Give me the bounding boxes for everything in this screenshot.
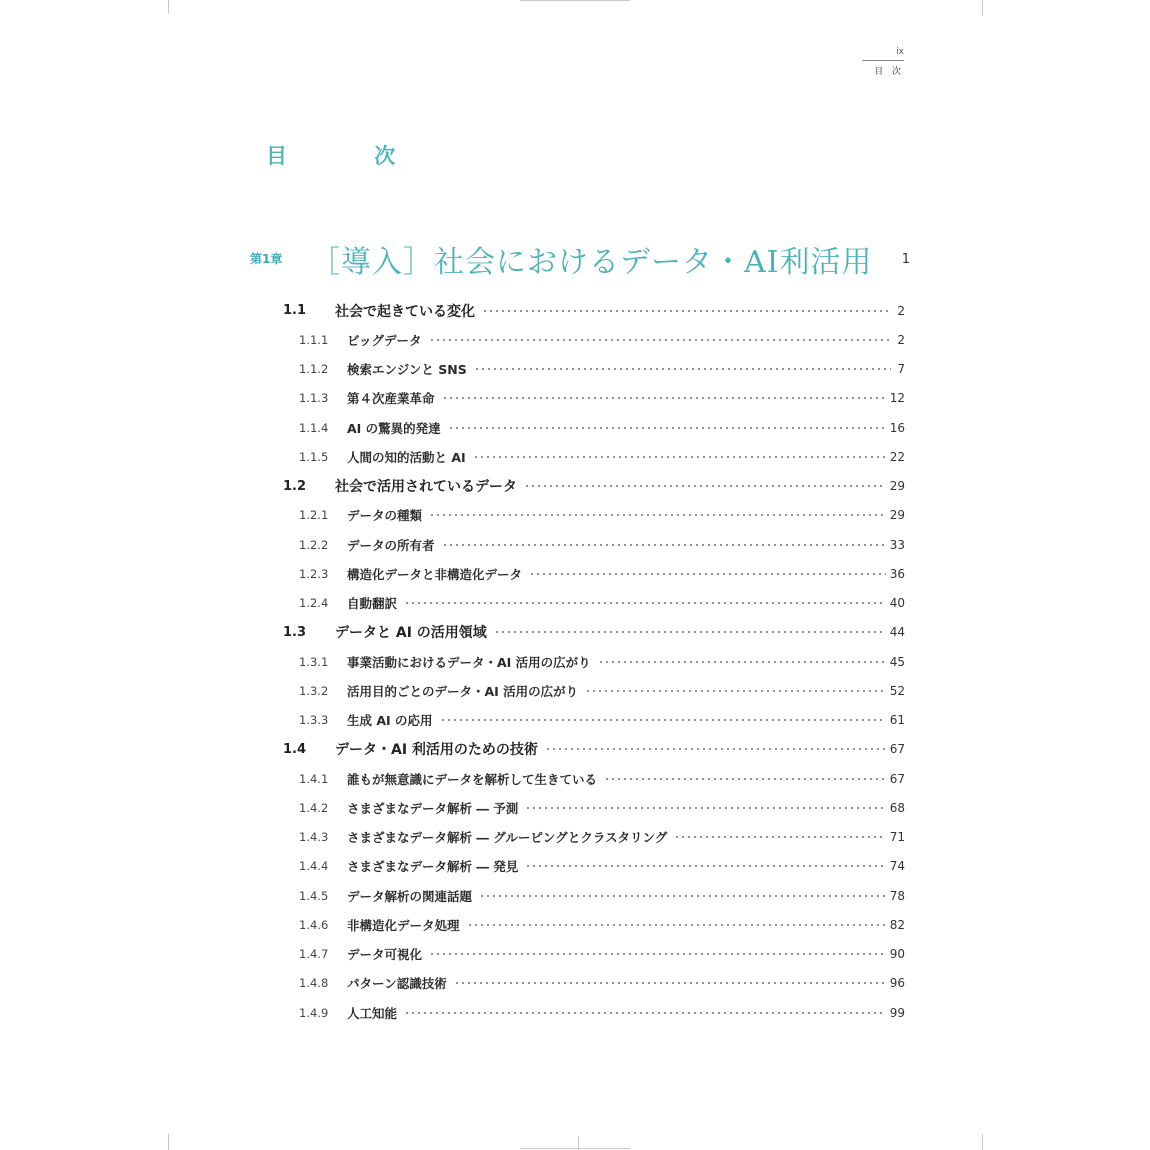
entry-page-number: 78 xyxy=(889,888,905,903)
entry-title: さまざまなデータ解析 ― 発見 xyxy=(347,859,519,875)
entry-page-number: 74 xyxy=(889,859,905,874)
entry-page-number: 61 xyxy=(889,713,905,728)
chapter-title: ［導入］社会におけるデータ・AI利活用 xyxy=(310,245,873,280)
crop-mark xyxy=(168,0,169,14)
entry-page-number: 82 xyxy=(889,917,905,932)
page-number: ix xyxy=(896,47,904,57)
entry-number: 1.4.8 xyxy=(299,976,329,991)
dot-leader xyxy=(473,456,886,458)
running-head-section: 目 次 xyxy=(874,67,904,77)
entry-title: データの種類 xyxy=(347,508,423,524)
entry-page-number: 12 xyxy=(889,391,905,406)
dot-leader xyxy=(404,1012,886,1014)
toc-subsection-entry[interactable] xyxy=(283,764,905,793)
entry-title: 人工知能 xyxy=(347,1005,398,1021)
entry-title: 非構造化データ処理 xyxy=(347,917,460,933)
entry-page-number: 90 xyxy=(889,947,905,962)
entry-title: データ可視化 xyxy=(347,947,423,963)
dot-leader xyxy=(442,397,886,399)
toc-subsection-entry[interactable] xyxy=(283,706,905,735)
entry-title: 構造化データと非構造化データ xyxy=(347,566,523,582)
toc-subsection-entry[interactable] xyxy=(283,355,905,384)
entry-number: 1.4.5 xyxy=(299,888,329,903)
entry-page-number: 99 xyxy=(889,1005,905,1020)
entry-number: 1.1.2 xyxy=(299,362,329,377)
entry-number: 1.3.1 xyxy=(299,654,329,669)
toc-section-entry[interactable] xyxy=(283,735,905,764)
dot-leader xyxy=(429,953,886,955)
entry-number: 1.2.4 xyxy=(299,596,329,611)
crop-mark xyxy=(982,1134,983,1150)
entry-page-number: 52 xyxy=(889,683,905,698)
entry-title: AI の驚異的発達 xyxy=(347,420,441,436)
entry-number: 1.4.6 xyxy=(299,917,329,932)
dot-leader xyxy=(440,719,886,721)
toc-subsection-entry[interactable] xyxy=(283,559,905,588)
entry-page-number: 68 xyxy=(889,800,905,815)
chapter-page: 1 xyxy=(901,252,910,267)
entry-number: 1.4.1 xyxy=(299,771,329,786)
entry-number: 1.3.2 xyxy=(299,683,329,698)
entry-title: 事業活動におけるデータ・AI 活用の広がり xyxy=(347,654,591,670)
entry-number: 1.3.3 xyxy=(299,713,329,728)
entry-page-number: 2 xyxy=(897,303,905,318)
entry-number: 1.2.1 xyxy=(299,508,329,523)
entry-number: 1.2 xyxy=(283,478,307,494)
dot-leader xyxy=(529,573,886,575)
dot-leader xyxy=(448,427,886,429)
entry-title: 検索エンジンと SNS xyxy=(347,362,467,378)
entry-page-number: 67 xyxy=(889,771,905,786)
entry-page-number: 36 xyxy=(889,566,905,581)
dot-leader xyxy=(524,485,886,487)
toc-subsection-entry[interactable] xyxy=(283,325,905,354)
dot-leader xyxy=(479,895,886,897)
crop-mark xyxy=(578,1136,579,1150)
entry-title: 第４次産業革命 xyxy=(347,391,435,407)
dot-leader xyxy=(525,807,886,809)
dot-leader xyxy=(598,661,886,663)
entry-title: 人間の知的活動と AI xyxy=(347,449,466,465)
crop-mark xyxy=(520,0,630,1)
toc-title: 目 次 xyxy=(266,144,436,168)
entry-number: 1.1.4 xyxy=(299,420,329,435)
entry-page-number: 33 xyxy=(889,537,905,552)
toc-subsection-entry[interactable] xyxy=(283,998,905,1027)
dot-leader xyxy=(494,631,886,633)
entry-title: ビッグデータ xyxy=(347,332,422,348)
toc-subsection-entry[interactable] xyxy=(283,442,905,471)
dot-leader xyxy=(404,602,886,604)
entry-number: 1.4.2 xyxy=(299,800,329,815)
entry-page-number: 71 xyxy=(889,830,905,845)
entry-title: パターン認識技術 xyxy=(347,976,447,992)
toc-subsection-entry[interactable] xyxy=(283,823,905,852)
entry-title: データの所有者 xyxy=(347,537,435,553)
toc-subsection-entry[interactable] xyxy=(283,881,905,910)
entry-number: 1.3 xyxy=(283,624,307,640)
entry-number: 1.4.3 xyxy=(299,830,329,845)
entry-number: 1.1 xyxy=(283,303,307,319)
toc-subsection-entry[interactable] xyxy=(283,910,905,939)
toc-subsection-entry[interactable] xyxy=(283,384,905,413)
toc-subsection-entry[interactable] xyxy=(283,647,905,676)
entry-page-number: 29 xyxy=(889,508,905,523)
entry-title: 社会で起きている変化 xyxy=(335,303,475,320)
running-head xyxy=(854,46,904,77)
dot-leader xyxy=(674,836,886,838)
toc-subsection-entry[interactable] xyxy=(283,940,905,969)
dot-leader xyxy=(429,339,891,341)
toc-subsection-entry[interactable] xyxy=(283,501,905,530)
entry-page-number: 45 xyxy=(889,654,905,669)
dot-leader xyxy=(482,310,891,312)
dot-leader xyxy=(474,368,891,370)
toc-subsection-entry[interactable] xyxy=(283,793,905,822)
entry-number: 1.1.3 xyxy=(299,391,329,406)
entry-title: 誰もが無意識にデータを解析して生きている xyxy=(347,771,598,787)
entry-number: 1.1.1 xyxy=(299,332,329,347)
dot-leader xyxy=(545,748,886,750)
toc-section-entry[interactable] xyxy=(283,296,905,325)
dot-leader xyxy=(454,982,886,984)
entry-page-number: 16 xyxy=(889,420,905,435)
entry-page-number: 2 xyxy=(897,332,905,347)
entry-title: 活用目的ごとのデータ・AI 活用の広がり xyxy=(347,683,579,699)
crop-mark xyxy=(982,0,983,16)
entry-title: 自動翻訳 xyxy=(347,596,398,612)
entry-page-number: 40 xyxy=(889,596,905,611)
crop-mark xyxy=(520,1148,630,1149)
toc-subsection-entry[interactable] xyxy=(283,676,905,705)
toc-subsection-entry[interactable] xyxy=(283,589,905,618)
toc-subsection-entry[interactable] xyxy=(283,852,905,881)
dot-leader xyxy=(585,690,886,692)
entry-title: さまざまなデータ解析 ― 予測 xyxy=(347,800,519,816)
chapter-heading[interactable] xyxy=(250,232,910,282)
entry-number: 1.2.3 xyxy=(299,566,329,581)
toc-entry-list xyxy=(283,296,905,1027)
crop-mark xyxy=(168,1134,169,1150)
dot-leader xyxy=(442,544,886,546)
toc-subsection-entry[interactable] xyxy=(283,530,905,559)
entry-page-number: 7 xyxy=(897,362,905,377)
entry-title: さまざまなデータ解析 ― グルーピングとクラスタリング xyxy=(347,830,668,846)
chapter-number: 第1章 xyxy=(250,252,283,266)
entry-title: データ・AI 利活用のための技術 xyxy=(335,742,538,759)
toc-section-entry[interactable] xyxy=(283,472,905,501)
entry-number: 1.4.4 xyxy=(299,859,329,874)
entry-number: 1.2.2 xyxy=(299,537,329,552)
toc-subsection-entry[interactable] xyxy=(283,969,905,998)
entry-page-number: 22 xyxy=(889,449,905,464)
entry-title: 社会で活用されているデータ xyxy=(335,479,517,496)
dot-leader xyxy=(467,924,886,926)
entry-title: データと AI の活用領域 xyxy=(335,625,487,642)
entry-title: 生成 AI の応用 xyxy=(347,713,433,729)
entry-number: 1.4.9 xyxy=(299,1005,329,1020)
entry-number: 1.1.5 xyxy=(299,449,329,464)
dot-leader xyxy=(604,778,886,780)
toc-section-entry[interactable] xyxy=(283,618,905,647)
dot-leader xyxy=(429,514,886,516)
entry-number: 1.4 xyxy=(283,741,307,757)
entry-title: データ解析の関連話題 xyxy=(347,888,473,904)
entry-page-number: 67 xyxy=(889,742,905,757)
entry-page-number: 29 xyxy=(889,479,905,494)
entry-page-number: 44 xyxy=(889,625,905,640)
entry-number: 1.4.7 xyxy=(299,947,329,962)
running-head-rule xyxy=(862,60,904,61)
dot-leader xyxy=(525,865,886,867)
entry-page-number: 96 xyxy=(889,976,905,991)
toc-subsection-entry[interactable] xyxy=(283,413,905,442)
